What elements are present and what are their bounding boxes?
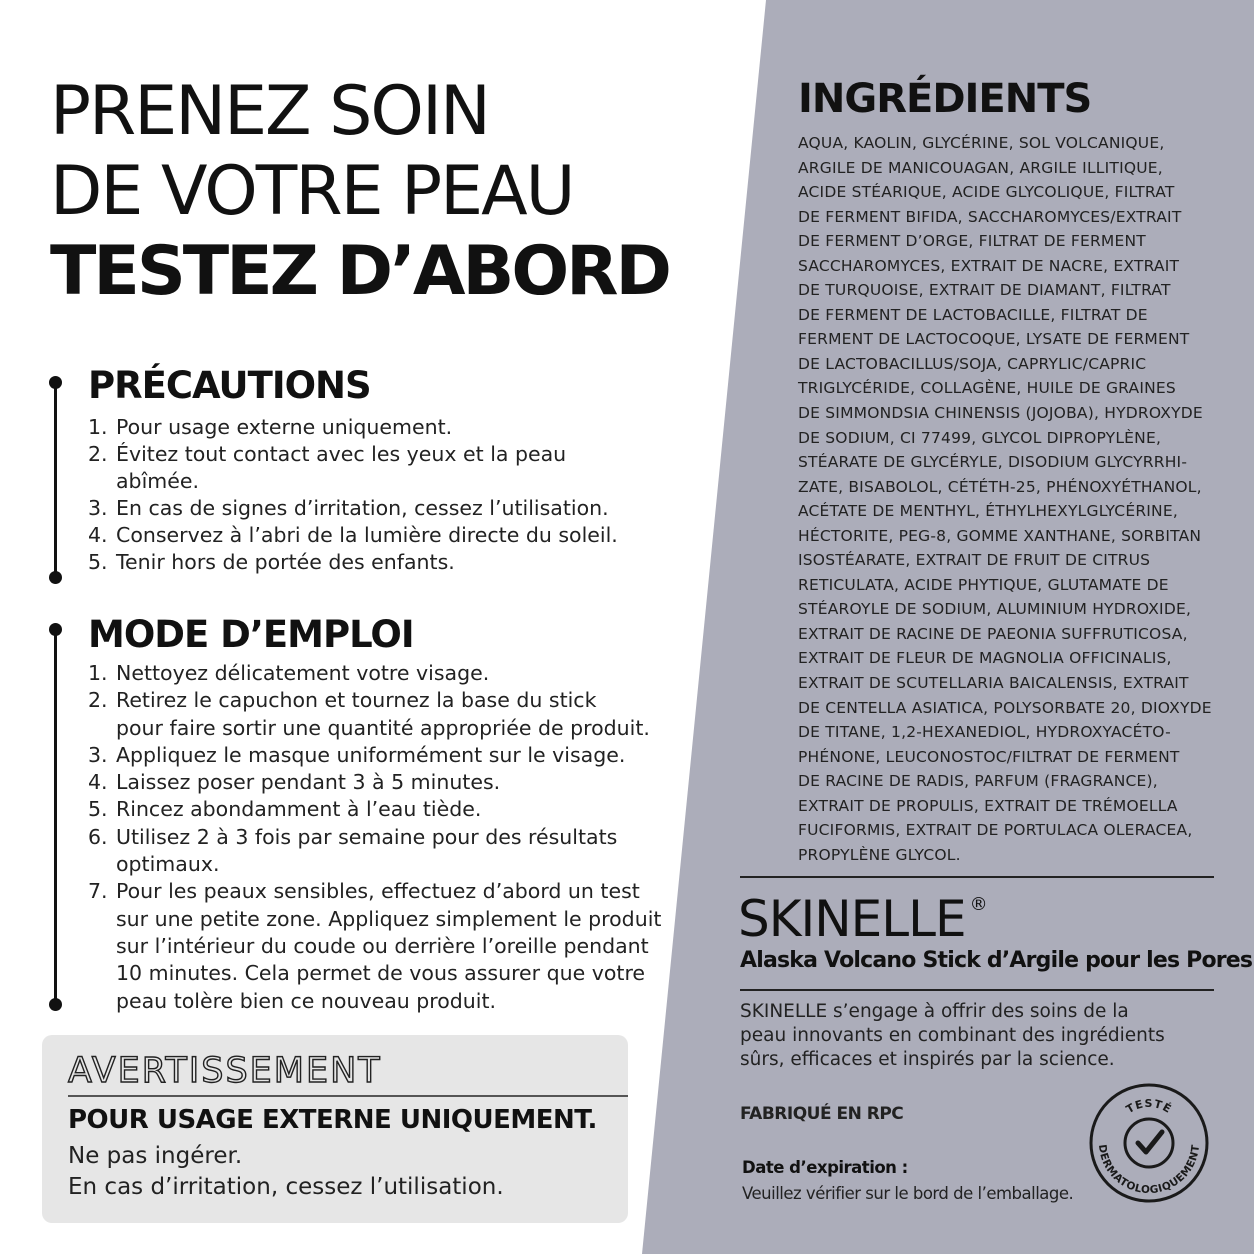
precautions-list [88, 414, 688, 576]
registered-mark: ® [969, 894, 987, 915]
list-item [88, 824, 668, 879]
list-item [88, 769, 668, 796]
list-number: 4. [88, 523, 108, 547]
precautions-title: PRÉCAUTIONS [88, 364, 371, 407]
checkmark-icon [1138, 1132, 1162, 1152]
list-item [88, 441, 688, 495]
svg-text:TESTÉ [1124, 1097, 1174, 1116]
list-text: Rincez abondamment à l’eau tiède. [116, 797, 482, 822]
list-item [88, 522, 688, 549]
warning-title: AVERTISSEMENT [68, 1051, 382, 1091]
list-number: 1. [88, 415, 108, 439]
list-item [88, 878, 668, 1014]
list-text: Tenir hors de portée des enfants. [116, 550, 455, 574]
list-text: Évitez tout contact avec les yeux et la peau abîmée. [116, 442, 567, 493]
list-number: 3. [88, 496, 108, 520]
list-number: 2. [88, 688, 108, 713]
expiry-text: Veuillez vérifier sur le bord de l’emballage. [742, 1184, 1074, 1203]
list-number: 6. [88, 824, 108, 849]
brand-name: SKINELLE [738, 890, 966, 948]
warning-line-1: Ne pas ingérer. [68, 1143, 243, 1169]
list-number: 2. [88, 442, 108, 466]
headline [50, 72, 750, 312]
brand-tagline: SKINELLE s’engage à offrir des soins de la peau innovants en combinant des ingrédients sûrs, efficaces et inspirés par la science. [740, 1001, 1165, 1070]
list-number: 5. [88, 550, 108, 574]
headline-line-1: PRENEZ SOIN [50, 72, 489, 151]
warning-main-text: POUR USAGE EXTERNE UNIQUEMENT. [68, 1105, 597, 1135]
ingredients-title: INGRÉDIENTS [798, 76, 1092, 122]
mode-emploi-title: MODE D’EMPLOI [88, 613, 414, 656]
timeline-dot [49, 376, 62, 389]
list-item [88, 414, 688, 441]
list-item [88, 742, 668, 769]
headline-line-2: DE VOTRE PEAU [50, 152, 574, 231]
list-text: Retirez le capuchon et tournez la base du stick pour faire sortir une quantité appropriée de produit. [116, 688, 650, 740]
timeline-dot [49, 998, 62, 1011]
list-text: Nettoyez délicatement votre visage. [116, 661, 490, 685]
warning-box [42, 1035, 628, 1223]
list-item [88, 687, 668, 742]
seal-bottom-text: DERMATOLOGIQUEMENT [1095, 1143, 1203, 1197]
list-text: En cas de signes d’irritation, cessez l’utilisation. [116, 496, 609, 520]
made-in-label: FABRIQUÉ EN RPC [740, 1104, 904, 1124]
timeline-dot [49, 623, 62, 636]
dermatologically-tested-seal-icon [1086, 1080, 1212, 1206]
warning-line-2: En cas d’irritation, cessez l’utilisation. [68, 1174, 504, 1200]
list-text: Pour les peaux sensibles, effectuez d’abord un test sur une petite zone. Appliquez simplement le produit sur l’intérieur du coude ou derrière l’oreille pendant 10 minutes. Cela permet de vous assurer que votre peau tolère bien ce nouveau produit. [116, 879, 662, 1013]
brand-divider-bottom [740, 989, 1214, 991]
product-name: Alaska Volcano Stick d’Argile pour les Pores [740, 948, 1253, 973]
timeline-dot [49, 571, 62, 584]
list-text: Pour usage externe uniquement. [116, 415, 453, 439]
list-item [88, 495, 688, 522]
list-number: 3. [88, 742, 108, 767]
list-number: 4. [88, 770, 108, 795]
list-number: 7. [88, 879, 108, 904]
ingredients-list: AQUA, KAOLIN, GLYCÉRINE, SOL VOLCANIQUE, ARGILE DE MANICOUAGAN, ARGILE ILLITIQUE, ACIDE STÉARIQUE, ACIDE GLYCOLIQUE, FILTRAT DE FERMENT BIFIDA, SACCHAROMYCES/EXTRAIT DE FERMENT D’ORGE, FILTRAT DE FERMENT SACCHAROMYCES, EXTRAIT DE NACRE, EXTRAIT DE TURQUOISE, EXTRAIT DE DIAMANT, FILTRAT DE FERMENT DE LACTOBACILLE, FILTRAT DE FERMENT DE LACTOCOQUE, LYSATE DE FERMENT DE LACTOBACILLUS/SOJA, CAPRYLIC/CAPRIC TRIGLYCÉRIDE, COLLAGÈNE, HUILE DE GRAINES DE SIMMONDSIA CHINENSIS (JOJOBA), HYDROXYDE DE SODIUM, CI 77499, GLYCOL DIPROPYLÈNE, STÉARATE DE GLYCÉRYLE, DISODIUM GLYCYRRHI- ZATE, BISABOLOL, CÉTÉTH-25, PHÉNOXYÉTHANOL, ACÉTATE DE MENTHYL, ÉTHYLHEXYLGLYCÉRINE, HÉCTORITE, PEG-8, GOMME XANTHANE, SORBITAN ISOSTÉARATE, EXTRAIT DE FRUIT DE CITRUS RETICULATA, ACIDE PHYTIQUE, GLUTAMATE DE STÉAROYLE DE SODIUM, ALUMINIUM HYDROXIDE, EXTRAIT DE RACINE DE PAEONIA SUFFRUTICOSA, EXTRAIT DE FLEUR DE MAGNOLIA OFFICINALIS, EXTRAIT DE SCUTELLARIA BAICALENSIS, EXTRAIT DE CENTELLA ASIATICA, POLYSORBATE 20, DIOXYDE DE TITANE, 1,2-HEXANEDIOL, HYDROXYACÉTO- PHÉNONE, LEUCONOSTOC/FILTRAT DE FERMENT DE RACINE DE RADIS, PARFUM (FRAGRANCE), EXTRAIT DE PROPULIS, EXTRAIT DE TRÉMOELLA FUCIFORMIS, EXTRAIT DE PORTULACA OLERACEA, PROPYLÈNE GLYCOL. [798, 134, 1212, 864]
headline-line-3: TESTEZ D’ABORD [50, 232, 669, 311]
list-item [88, 796, 668, 823]
warning-divider [68, 1095, 628, 1097]
list-text: Conservez à l’abri de la lumière directe du soleil. [116, 523, 618, 547]
list-text: Utilisez 2 à 3 fois par semaine pour des résultats optimaux. [116, 824, 618, 877]
list-number: 1. [88, 661, 108, 685]
brand-divider-top [740, 876, 1214, 878]
list-text: Appliquez le masque uniformément sur le visage. [116, 742, 626, 767]
seal-top-text: TESTÉ [1123, 1097, 1175, 1117]
mode-emploi-list [88, 660, 668, 1015]
list-item [88, 660, 668, 687]
list-text: Laissez poser pendant 3 à 5 minutes. [116, 770, 501, 795]
list-number: 5. [88, 797, 108, 822]
precautions-timeline [54, 382, 57, 578]
brand-logo [738, 890, 987, 948]
list-item [88, 549, 688, 576]
mode-emploi-timeline [54, 630, 57, 1004]
expiry-label: Date d’expiration : [742, 1158, 908, 1177]
